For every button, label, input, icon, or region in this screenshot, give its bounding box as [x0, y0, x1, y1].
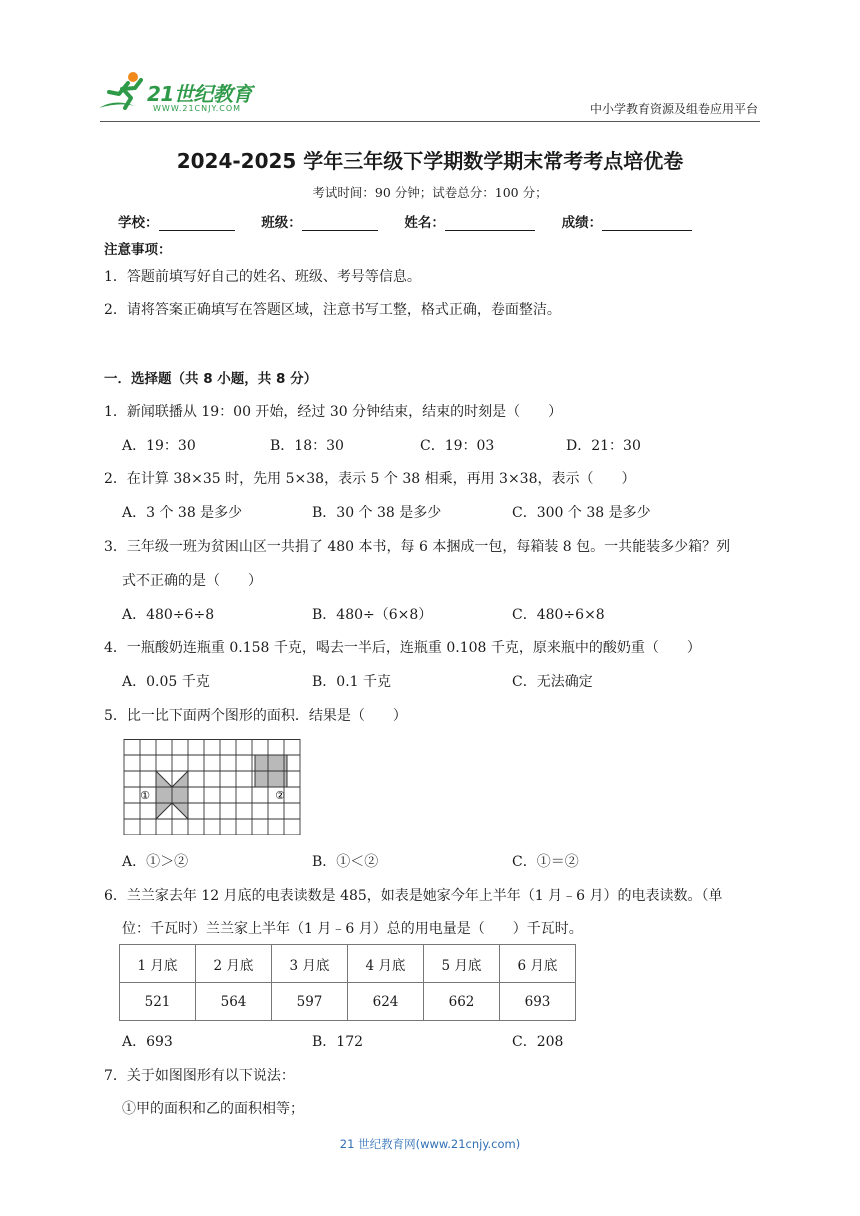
- option-c[interactable]: C．无法确定: [512, 674, 593, 690]
- table-cell: 564: [196, 983, 272, 1021]
- question-stem: 7．关于如图图形有以下说法：: [104, 1068, 295, 1084]
- table-header-cell: 6 月底: [500, 945, 576, 983]
- meter-reading-table: [119, 944, 576, 1021]
- option-b[interactable]: B．①＜②: [312, 854, 379, 870]
- runner-logo-icon: [95, 68, 155, 116]
- platform-tagline: 中小学教育资源及组卷应用平台: [589, 102, 758, 116]
- option-b[interactable]: B．30 个 38 是多少: [312, 505, 442, 521]
- note-item: 1．答题前填写好自己的姓名、班级、考号等信息。: [104, 269, 421, 285]
- table-header-cell: 2 月底: [196, 945, 272, 983]
- option-c[interactable]: C．19：03: [420, 438, 495, 454]
- question-stem: 3．三年级一班为贫困山区一共捐了 480 本书，每 6 本捆成一包，每箱装 8 包。一共能装多少箱？列: [104, 539, 731, 555]
- option-d[interactable]: D．21：30: [566, 438, 641, 454]
- site-logo: [95, 68, 265, 116]
- question-stem: 6．兰兰家去年 12 月底的电表读数是 485，如表是她家今年上半年（1 月﹣6 月）的电表读数。（单: [104, 888, 723, 904]
- option-b[interactable]: B．0.1 千克: [312, 674, 392, 690]
- note-item: 2．请将答案正确填写在答题区域，注意书写工整，格式正确，卷面整洁。: [104, 302, 561, 318]
- score-label: 成绩：: [561, 215, 603, 231]
- option-c[interactable]: C．480÷6×8: [512, 607, 605, 623]
- figure-2-label: ②: [275, 789, 285, 802]
- table-cell: 597: [272, 983, 348, 1021]
- question-stem-cont: 位：千瓦时）兰兰家上半年（1 月﹣6 月）总的用电量是（ ）千瓦时。: [122, 921, 583, 937]
- option-c[interactable]: C．①＝②: [512, 854, 579, 870]
- option-a[interactable]: A．693: [122, 1034, 173, 1050]
- table-row: [120, 983, 576, 1021]
- exam-subtitle: 考试时间：90 分钟；试卷总分：100 分；: [312, 185, 548, 200]
- option-a[interactable]: A．①＞②: [122, 854, 189, 870]
- table-cell: 693: [500, 983, 576, 1021]
- option-c[interactable]: C．300 个 38 是多少: [512, 505, 651, 521]
- option-a[interactable]: A．19：30: [122, 438, 196, 454]
- class-blank[interactable]: [302, 216, 378, 231]
- question-stem: 4．一瓶酸奶连瓶重 0.158 千克，喝去一半后，连瓶重 0.108 千克，原来瓶中的酸奶重（ ）: [104, 640, 701, 656]
- table-header-cell: 1 月底: [120, 945, 196, 983]
- name-blank[interactable]: [445, 216, 535, 231]
- option-a[interactable]: A．0.05 千克: [122, 674, 210, 690]
- option-c[interactable]: C．208: [512, 1034, 564, 1050]
- notes-heading: 注意事项：: [104, 242, 172, 258]
- option-b[interactable]: B．172: [312, 1034, 364, 1050]
- student-info-fields: [118, 211, 714, 231]
- logo-url: WWW.21CNJY.COM: [153, 104, 242, 113]
- question-stem: 1．新闻联播从 19：00 开始，经过 30 分钟结束，结束的时刻是（ ）: [104, 404, 563, 420]
- name-label: 姓名：: [404, 215, 445, 231]
- table-cell: 521: [120, 983, 196, 1021]
- table-header-row: [120, 945, 576, 983]
- header-divider: [100, 121, 760, 122]
- option-a[interactable]: A．480÷6÷8: [122, 607, 215, 623]
- option-a[interactable]: A．3 个 38 是多少: [122, 505, 243, 521]
- table-cell: 662: [424, 983, 500, 1021]
- question-stem: 2．在计算 38×35 时，先用 5×38，表示 5 个 38 相乘，再用 3×38，表示（ ）: [104, 471, 636, 487]
- school-label: 学校：: [118, 215, 159, 231]
- logo-text: 21世纪教育: [147, 82, 252, 106]
- table-cell: 624: [348, 983, 424, 1021]
- question-stem: 5．比一比下面两个图形的面积．结果是（ ）: [104, 708, 407, 724]
- table-header-cell: 5 月底: [424, 945, 500, 983]
- table-header-cell: 4 月底: [348, 945, 424, 983]
- question-statement: ①甲的面积和乙的面积相等；: [122, 1101, 304, 1117]
- area-grid-figure: [123, 739, 307, 839]
- question-stem-cont: 式不正确的是（ ）: [122, 573, 262, 589]
- grid-figure-svg: [123, 739, 307, 835]
- figure-1-label: ①: [140, 789, 150, 802]
- score-blank[interactable]: [602, 216, 692, 231]
- class-label: 班级：: [261, 215, 302, 231]
- option-b[interactable]: B．18：30: [270, 438, 344, 454]
- option-b[interactable]: B．480÷（6×8）: [312, 607, 433, 623]
- section-heading: 一．选择题（共 8 小题，共 8 分）: [104, 371, 318, 387]
- footer-source[interactable]: 21 世纪教育网(www.21cnjy.com): [339, 1137, 521, 1151]
- school-blank[interactable]: [159, 216, 235, 231]
- exam-title: 2024-2025 学年三年级下学期数学期末常考考点培优卷: [176, 149, 684, 173]
- table-header-cell: 3 月底: [272, 945, 348, 983]
